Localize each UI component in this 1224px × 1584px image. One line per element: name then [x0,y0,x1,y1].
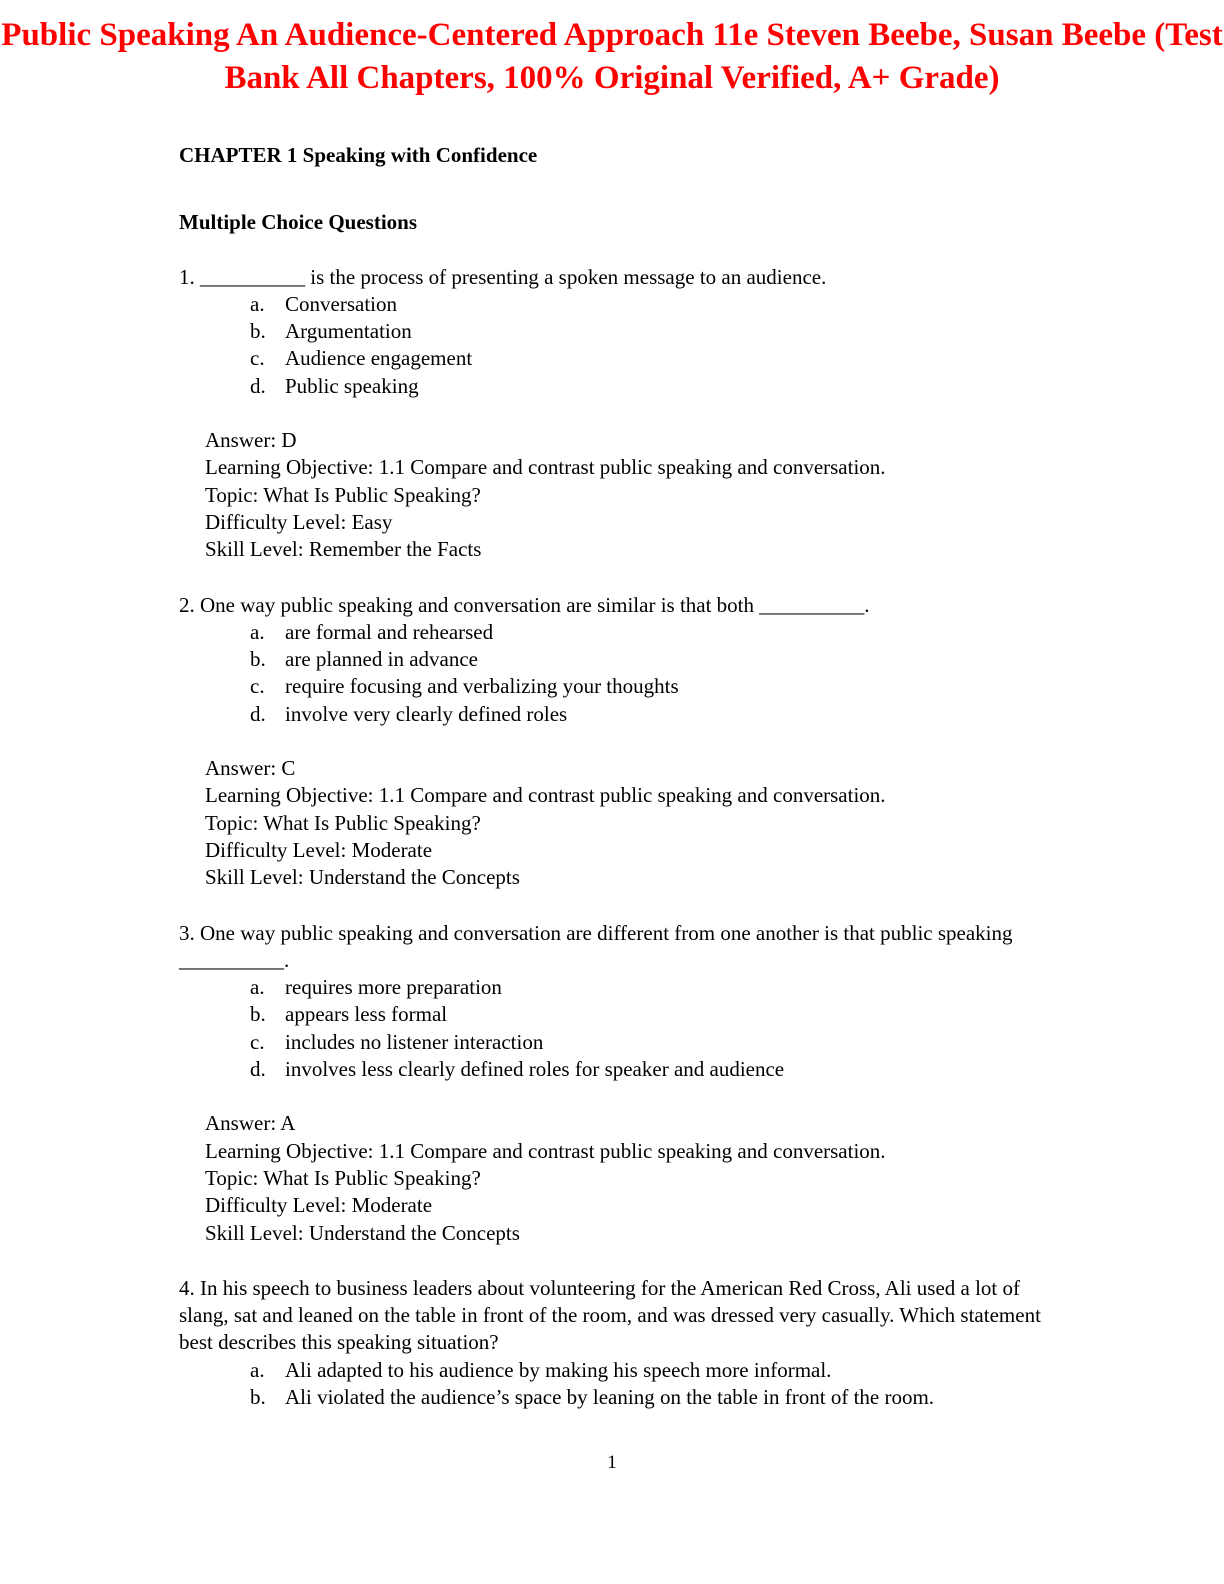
question-stem: 4. In his speech to business leaders about volunteering for the American Red Cross, Ali used a lot of slang, sat and leaned on the table in front of the room, and was dressed very casually. Which statement best describes this speaking situation? [179,1275,1041,1355]
question-metadata [205,1110,1059,1246]
topic: Topic: What Is Public Speaking? [205,482,481,507]
option-c [250,673,1059,700]
question-stem: 2. One way public speaking and conversation are similar is that both __________. [179,592,870,617]
option-d [250,373,1059,400]
option-letter: c. [250,674,265,699]
option-b [250,318,1059,345]
option-letter: d. [250,1057,266,1082]
question-metadata [205,427,1059,563]
option-text: Argumentation [285,319,412,344]
option-text: involve very clearly defined roles [285,701,568,726]
learning-objective: Learning Objective: 1.1 Compare and contrast public speaking and conversation. [205,1138,886,1163]
learning-objective: Learning Objective: 1.1 Compare and contrast public speaking and conversation. [205,455,886,480]
option-letter: b. [250,1384,266,1409]
option-a [250,619,1059,646]
option-text: Ali adapted to his audience by making his speech more informal. [285,1357,832,1382]
option-letter: b. [250,1002,266,1027]
answer-options [179,619,1059,728]
difficulty-level: Difficulty Level: Moderate [205,1193,433,1218]
page-number: 1 [607,1452,617,1473]
skill-level: Skill Level: Understand the Concepts [205,1220,520,1245]
option-text: Audience engagement [285,346,473,371]
difficulty-level: Difficulty Level: Moderate [205,837,433,862]
answer-key: Answer: D [205,428,297,453]
difficulty-level: Difficulty Level: Easy [205,509,393,534]
option-letter: a. [250,975,265,1000]
option-a [250,1357,1059,1384]
skill-level: Skill Level: Understand the Concepts [205,865,520,890]
question-4 [179,1275,1059,1411]
question-2 [179,592,1059,892]
answer-options [179,1357,1059,1412]
option-a [250,974,1059,1001]
option-b [250,646,1059,673]
option-letter: a. [250,1357,265,1382]
option-letter: a. [250,619,265,644]
option-letter: b. [250,319,266,344]
option-d [250,701,1059,728]
answer-options [179,291,1059,400]
option-text: are planned in advance [285,647,478,672]
option-text: are formal and rehearsed [285,619,494,644]
option-text: involves less clearly defined roles for speaker and audience [285,1057,785,1082]
option-a [250,291,1059,318]
option-letter: a. [250,291,265,316]
topic: Topic: What Is Public Speaking? [205,810,481,835]
option-text: Ali violated the audience’s space by leaning on the table in front of the room. [285,1384,935,1409]
option-letter: d. [250,701,266,726]
question-stem: 1. __________ is the process of presenting a spoken message to an audience. [179,264,827,289]
answer-options [179,974,1059,1083]
option-text: requires more preparation [285,975,502,1000]
option-text: Conversation [285,291,397,316]
option-letter: c. [250,346,265,371]
topic: Topic: What Is Public Speaking? [205,1165,481,1190]
page-content [179,142,1059,1411]
option-b [250,1384,1059,1411]
option-text: Public speaking [285,373,419,398]
option-letter: c. [250,1029,265,1054]
option-text: appears less formal [285,1002,448,1027]
option-d [250,1056,1059,1083]
section-heading: Multiple Choice Questions [179,210,418,235]
option-letter: d. [250,373,266,398]
option-letter: b. [250,647,266,672]
option-b [250,1001,1059,1028]
question-metadata [205,755,1059,891]
learning-objective: Learning Objective: 1.1 Compare and contrast public speaking and conversation. [205,783,886,808]
question-1 [179,264,1059,564]
answer-key: Answer: C [205,756,296,781]
answer-key: Answer: A [205,1111,296,1136]
option-c [250,345,1059,372]
option-text: require focusing and verbalizing your thoughts [285,674,679,699]
question-3 [179,920,1059,1247]
skill-level: Skill Level: Remember the Facts [205,537,482,562]
option-text: includes no listener interaction [285,1029,544,1054]
option-c [250,1029,1059,1056]
document-title: Public Speaking An Audience-Centered Approach 11e Steven Beebe, Susan Beebe (Test Bank All Chapters, 100% Original Verified, A+ Grade) [1,17,1223,96]
chapter-heading: CHAPTER 1 Speaking with Confidence [179,143,538,167]
question-stem: 3. One way public speaking and conversation are different from one another is that public speaking __________. [179,920,1013,972]
